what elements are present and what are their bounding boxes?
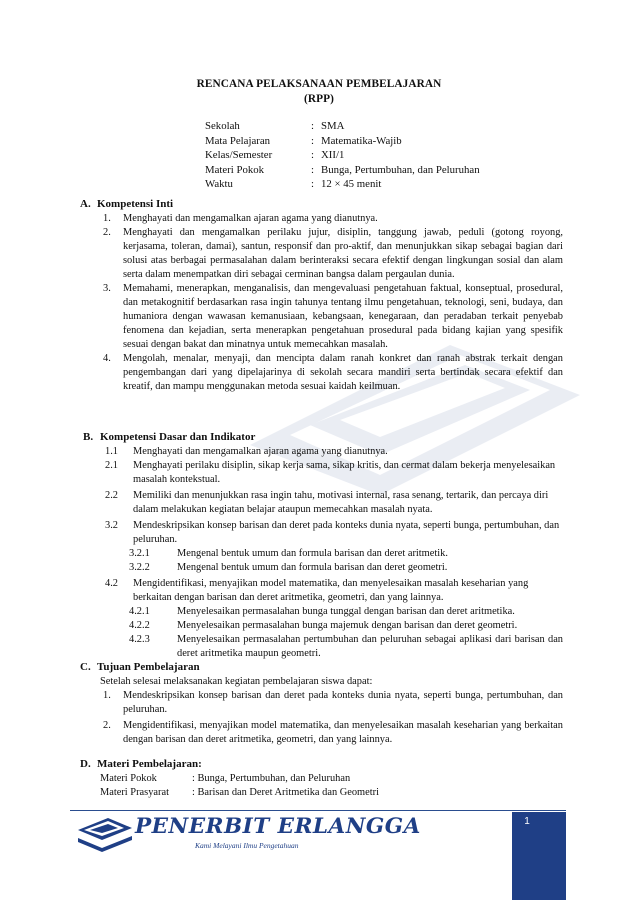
list-item bbox=[103, 226, 563, 282]
footer-divider bbox=[70, 810, 566, 811]
item-text: Mengenal bentuk umum dan formula barisan dan deret geometri. bbox=[177, 562, 448, 573]
item-text: Menghayati dan mengamalkan ajaran agama yang dianutnya. bbox=[133, 446, 388, 457]
material-row bbox=[100, 786, 560, 800]
publisher-name: PENERBIT ERLANGGA bbox=[135, 814, 421, 839]
item-number: 1. bbox=[103, 690, 111, 701]
item-text: Mengidentifikasi, menyajikan model matematika, dan menyelesaikan masalah keseharian yang berkaitan dengan barisan dan deret aritmetika, geometri, dan yang lainnya. bbox=[123, 720, 563, 745]
list-item bbox=[105, 489, 563, 517]
page-number: 1 bbox=[524, 816, 530, 827]
list-item bbox=[105, 577, 563, 605]
item-text: Memahami, menerapkan, menganalisis, dan mengevaluasi pengetahuan faktual, konseptual, prosedural, dan metakognitif berdasarkan rasa ingin tahunya tentang ilmu pengetahuan, teknologi, seni, budaya, dan humaniora dengan wawasan kemanusiaan, kebangsaan, kenegaraan, dan peradaban terkait penyebab fenomena dan kejadian, serta menerapkan pengetahuan prosedural pada bidang kajian yang spesifik sesuai dengan bakat dan minatnya untuk memecahkan masalah. bbox=[123, 283, 563, 350]
info-label: Waktu bbox=[205, 178, 233, 191]
material-value: : Bunga, Pertumbuhan, dan Peluruhan bbox=[192, 773, 351, 784]
list-subitem bbox=[105, 619, 563, 633]
item-number: 4. bbox=[103, 353, 111, 364]
section-a-heading bbox=[80, 198, 173, 210]
item-text: Mengolah, menalar, menyaji, dan mencipta dalam ranah konkret dan ranah abstrak terkait dengan pengembangan dari yang dipelajarinya di sekolah secara mandiri serta bertindak secara efektif dan kreatif, dan mampu menggunakan metoda sesuai kaidah keilmuan. bbox=[123, 353, 563, 392]
item-text: Memiliki dan menunjukkan rasa ingin tahu, motivasi internal, rasa senang, tertarik, dan percaya diri dalam melakukan kegiatan belajar ataupun memecahkan masalah nyata. bbox=[133, 490, 549, 515]
item-text: Menghayati dan mengamalkan perilaku jujur, disiplin, tanggung jawab, peduli (gotong royong, kerjasama, toleran, damai), santun, responsif dan pro-aktif, dan menunjukkan sikap sebagai bagian dari solusi atas berbagai permasalahan dalam berinteraksi secara efektif dengan lingkungan sosial dan alam serta dalam menempatkan diri sebagai cerminan bangsa dalam pergaulan dunia. bbox=[123, 227, 563, 280]
item-number: 1. bbox=[103, 213, 111, 224]
material-row bbox=[100, 772, 560, 786]
info-label: Sekolah bbox=[205, 120, 240, 132]
section-a-list bbox=[103, 212, 563, 394]
material-label: Materi Prasyarat bbox=[100, 787, 169, 798]
info-label: Kelas/Semester bbox=[205, 149, 273, 162]
material-value: : Barisan dan Deret Aritmetika dan Geometri bbox=[192, 787, 379, 798]
item-number: 3. bbox=[103, 283, 111, 294]
item-text: Menyelesaikan permasalahan bunga majemuk dengan barisan dan deret geometri. bbox=[177, 620, 518, 631]
info-label: Materi Pokok bbox=[205, 163, 265, 176]
item-number: 2. bbox=[103, 227, 111, 238]
item-text: Mengenal bentuk umum dan formula barisan dan deret aritmetik. bbox=[177, 548, 448, 559]
list-item bbox=[105, 459, 563, 487]
item-number: 3.2 bbox=[105, 520, 118, 531]
list-item bbox=[105, 445, 563, 459]
info-value: XII/1 bbox=[321, 149, 345, 162]
list-item bbox=[103, 212, 563, 226]
section-letter: A. bbox=[80, 198, 91, 210]
section-title: Tujuan Pembelajaran bbox=[97, 661, 200, 673]
document-title: RENCANA PELAKSANAAN PEMBELAJARAN bbox=[196, 78, 442, 90]
info-colon: : bbox=[311, 163, 314, 176]
item-number: 4.2.2 bbox=[129, 620, 150, 631]
item-text: Menyelesaikan permasalahan bunga tunggal dengan barisan dan deret aritmetika. bbox=[177, 606, 515, 617]
section-title: Kompetensi Dasar dan Indikator bbox=[100, 431, 256, 443]
material-label: Materi Pokok bbox=[100, 773, 157, 784]
publisher-tagline: Kami Melayani Ilmu Pengetahuan bbox=[195, 841, 299, 850]
section-letter: B. bbox=[83, 431, 94, 443]
list-item bbox=[103, 282, 563, 352]
list-item bbox=[103, 719, 563, 747]
erlangga-logo-icon bbox=[78, 816, 132, 852]
info-colon: : bbox=[311, 134, 314, 147]
item-number: 2.1 bbox=[105, 460, 118, 471]
info-colon: : bbox=[311, 149, 314, 162]
info-colon: : bbox=[311, 178, 314, 191]
section-letter: D. bbox=[80, 758, 91, 770]
item-number: 2.2 bbox=[105, 490, 118, 501]
section-d-heading bbox=[80, 758, 202, 770]
section-title: Materi Pembelajaran: bbox=[97, 758, 202, 770]
item-text: Mengidentifikasi, menyajikan model matematika, dan menyelesaikan masalah keseharian yang berkaitan dengan barisan dan deret aritmetika, geometri, dan yang lainnya. bbox=[133, 578, 529, 603]
section-letter: C. bbox=[80, 661, 91, 673]
section-b-heading bbox=[83, 431, 255, 443]
section-d-rows bbox=[100, 772, 560, 800]
item-number: 4.2.1 bbox=[129, 606, 150, 617]
info-label: Mata Pelajaran bbox=[205, 134, 271, 147]
list-item bbox=[103, 352, 563, 394]
item-text: Menyelesaikan permasalahan pertumbuhan dan peluruhan sebagai aplikasi dari barisan dan deret aritmetika maupun geometri. bbox=[177, 634, 563, 659]
info-value: SMA bbox=[321, 120, 345, 132]
section-c-heading bbox=[80, 661, 200, 673]
list-subitem bbox=[105, 561, 563, 575]
info-value: Bunga, Pertumbuhan, dan Peluruhan bbox=[321, 163, 480, 176]
list-item bbox=[105, 519, 563, 547]
info-value: Matematika-Wajib bbox=[321, 134, 402, 147]
list-subitem bbox=[105, 605, 563, 619]
page-number-box bbox=[512, 812, 566, 900]
item-number: 3.2.1 bbox=[129, 548, 150, 559]
info-colon: : bbox=[311, 120, 314, 132]
list-subitem bbox=[105, 547, 563, 561]
section-title: Kompetensi Inti bbox=[97, 198, 174, 210]
list-item bbox=[103, 689, 563, 717]
section-c-list bbox=[103, 689, 563, 747]
section-b-list bbox=[105, 445, 563, 661]
section-c-intro: Setelah selesai melaksanakan kegiatan pembelajaran siswa dapat: bbox=[100, 676, 373, 687]
item-number: 3.2.2 bbox=[129, 562, 150, 573]
item-text: Menghayati dan mengamalkan ajaran agama yang dianutnya. bbox=[123, 213, 378, 224]
item-text: Mendeskripsikan konsep barisan dan deret pada konteks dunia nyata, seperti bunga, pertumbuhan, dan peluruhan. bbox=[133, 520, 560, 545]
item-number: 4.2.3 bbox=[129, 634, 150, 645]
item-text: Menghayati perilaku disiplin, sikap kerja sama, sikap kritis, dan cermat dalam bekerja menyelesaikan masalah kontekstual. bbox=[133, 460, 556, 485]
list-subitem bbox=[105, 633, 563, 661]
publisher-logo bbox=[78, 814, 421, 854]
document-subtitle: (RPP) bbox=[304, 93, 334, 105]
item-number: 4.2 bbox=[105, 578, 118, 589]
info-value: 12 × 45 menit bbox=[321, 178, 382, 191]
item-text: Mendeskripsikan konsep barisan dan deret pada konteks dunia nyata, seperti bunga, pertumbuhan, dan peluruhan. bbox=[123, 690, 563, 715]
item-number: 1.1 bbox=[105, 446, 118, 457]
item-number: 2. bbox=[103, 720, 111, 731]
